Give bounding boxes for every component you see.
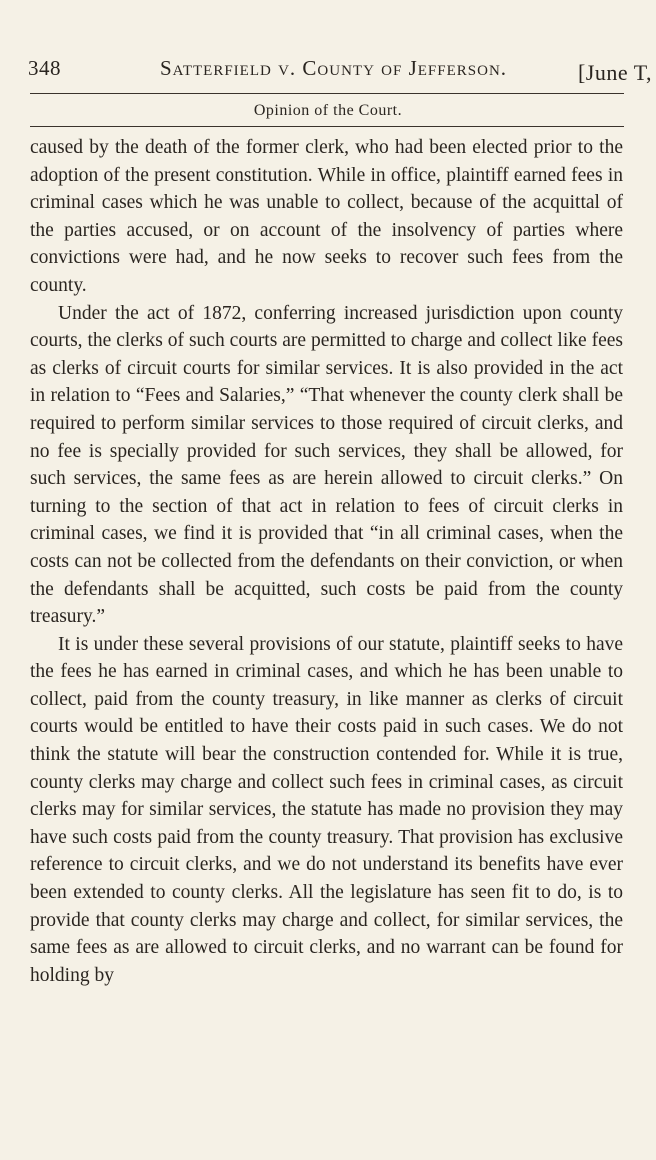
case-title: Satterfield v. County of Jefferson. xyxy=(160,56,508,80)
section-subheading: Opinion of the Court. xyxy=(253,102,403,119)
header-divider-bottom xyxy=(30,126,624,127)
page-number: 348 xyxy=(28,56,61,80)
opinion-body xyxy=(30,134,623,989)
header-divider-top xyxy=(30,93,624,94)
term-date: [June T, xyxy=(577,60,652,85)
paragraph: It is under these several provisions of our statute, plaintiff seeks to have the fees he has earned in criminal cases, and which he has been unable to collect, paid from the county treasury, in like manner as clerks of circuit courts would be entitled to have their costs paid in such cases. We do not think the statute will bear the construction contended for. While it is true, county clerks may charge and collect such fees in criminal cases, as circuit clerks may for similar services, the statute has made no provision they may have such costs paid from the county treasury. That provision has exclusive reference to circuit clerks, and we do not understand its benefits have ever been extended to county clerks. All the legislature has seen fit to do, is to provide that county clerks may charge and collect, for similar services, the same fees as are allowed to circuit clerks, and no warrant can be found for holding by xyxy=(30,633,623,986)
paragraph-continued: caused by the death of the former clerk, who had been elected prior to the adoption of the present constitution. While in office, plaintiff earned fees in criminal cases which he was unable to collect, because of the acquittal of the parties accused, or on account of the insolvency of parties where convictions were had, and he now seeks to recover such fees from the county. xyxy=(30,137,623,296)
paragraph: Under the act of 1872, conferring increased jurisdiction upon county courts, the clerks of such courts are permitted to charge and collect like fees as clerks of circuit courts for similar services. It is also provided in the act in relation to “Fees and Salaries,” “That whenever the county clerk shall be required to perform similar services to those required of circuit clerks, and no fee is specially provided for such services, they shall be allowed, for such services, the same fees as are herein allowed to circuit clerks.” On turning to the section of that act in relation to fees of circuit clerks in criminal cases, we find it is provided that “in all criminal cases, when the costs can not be collected from the defendants on their conviction, or when the defendants shall be acquitted, such costs be paid from the county treasury.” xyxy=(30,302,623,628)
running-head xyxy=(28,56,652,92)
